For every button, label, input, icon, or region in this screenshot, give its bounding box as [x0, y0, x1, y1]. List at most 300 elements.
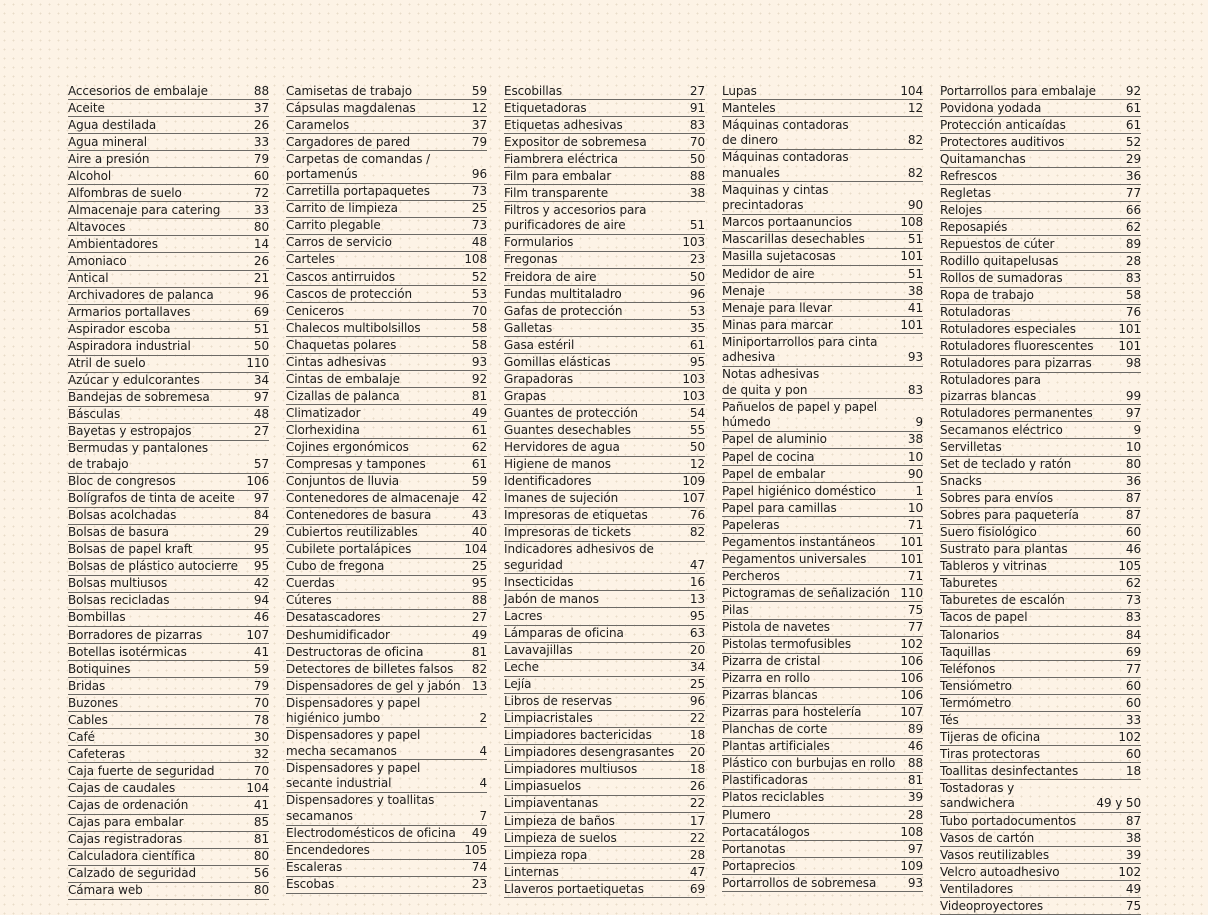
entry-name: Cintas adhesivas: [286, 354, 387, 369]
index-entry: [68, 322, 269, 339]
entry-page-number: 39: [1125, 847, 1141, 862]
entry-page-number: 79: [253, 678, 269, 693]
index-entry: [504, 286, 705, 303]
index-entry: [722, 317, 923, 334]
index-entry: [504, 864, 705, 881]
entry-name: Papel de embalar: [722, 466, 826, 481]
index-entry: [68, 746, 269, 763]
index-entry: [68, 373, 269, 390]
entry-page-number: 76: [1125, 305, 1141, 320]
entry-name: Menaje para llevar: [722, 300, 832, 315]
index-entry: [504, 813, 705, 830]
entry-name: Imanes de sujeción: [504, 491, 619, 506]
entry-name: Dispensadores y toallitas secamanos: [286, 793, 435, 824]
entry-name: Limpiacristales: [504, 711, 593, 726]
index-entry: [286, 134, 487, 151]
entry-page-number: 75: [1125, 898, 1141, 913]
entry-name: Agua mineral: [68, 134, 148, 149]
entry-name: Cintas de embalaje: [286, 371, 400, 386]
entry-name: Compresas y tampones: [286, 457, 426, 472]
entry-page-number: 10: [907, 500, 923, 515]
entry-name: Bermudas y pantalones de trabajo: [68, 441, 209, 472]
entry-name: Bombillas: [68, 610, 126, 625]
entry-page-number: 81: [471, 644, 487, 659]
entry-page-number: 10: [1125, 439, 1141, 454]
entry-name: Limpieza ropa: [504, 847, 588, 862]
entry-name: Rollos de sumadoras: [940, 271, 1063, 286]
entry-page-number: 88: [253, 83, 269, 98]
index-entry: [286, 860, 487, 877]
entry-name: Camisetas de trabajo: [286, 83, 412, 98]
index-entry: [504, 491, 705, 508]
index-entry: [940, 559, 1141, 576]
index-entry: [940, 151, 1141, 168]
index-entry: [68, 678, 269, 695]
entry-page-number: 108: [900, 824, 923, 839]
entry-page-number: 84: [1125, 627, 1141, 642]
entry-page-number: 110: [900, 585, 923, 600]
entry-page-number: 22: [689, 830, 705, 845]
entry-page-number: 70: [253, 763, 269, 778]
entry-page-number: 103: [682, 371, 705, 386]
entry-page-number: 53: [471, 286, 487, 301]
entry-page-number: 25: [471, 201, 487, 216]
entry-page-number: 13: [471, 678, 487, 693]
entry-name: Portaprecios: [722, 858, 796, 873]
entry-name: Calzado de seguridad: [68, 866, 197, 881]
entry-page-number: 40: [471, 525, 487, 540]
entry-name: Deshumidificador: [286, 627, 390, 642]
index-entry: [940, 610, 1141, 627]
entry-name: Vasos de cartón: [940, 830, 1035, 845]
entry-name: Freidora de aire: [504, 269, 597, 284]
entry-page-number: 9: [915, 415, 923, 430]
entry-page-number: 48: [253, 407, 269, 422]
entry-name: Botellas isotérmicas: [68, 644, 187, 659]
entry-name: Protección anticaídas: [940, 117, 1066, 132]
entry-name: Armarios portallaves: [68, 305, 191, 320]
index-column: [722, 83, 940, 915]
entry-page-number: 25: [689, 677, 705, 692]
index-entry: [940, 695, 1141, 712]
entry-name: Termómetro: [940, 695, 1012, 710]
entry-page-number: 97: [253, 390, 269, 405]
index-entry: [286, 83, 487, 100]
index-entry: [286, 422, 487, 439]
entry-name: Ambientadores: [68, 236, 158, 251]
index-entry: [504, 303, 705, 320]
entry-name: Escobillas: [504, 83, 562, 98]
index-entry: [504, 474, 705, 491]
entry-page-number: 80: [253, 849, 269, 864]
index-entry: [504, 542, 705, 575]
entry-page-number: 33: [1125, 712, 1141, 727]
index-entry: [68, 83, 269, 100]
entry-name: Cubo de fregona: [286, 559, 385, 574]
index-entry: [68, 185, 269, 202]
index-entry: [68, 815, 269, 832]
entry-page-number: 70: [253, 695, 269, 710]
entry-page-number: 62: [1125, 576, 1141, 591]
entry-page-number: 101: [900, 534, 923, 549]
entry-page-number: 70: [689, 134, 705, 149]
entry-name: Papeleras: [722, 517, 780, 532]
entry-page-number: 50: [689, 439, 705, 454]
index-entry: [286, 439, 487, 456]
index-entry: [68, 356, 269, 373]
entry-name: Limpiaventanas: [504, 796, 598, 811]
entry-name: Hervidores de agua: [504, 439, 620, 454]
entry-name: Carros de servicio: [286, 235, 392, 250]
entry-name: Limpieza de suelos: [504, 830, 617, 845]
entry-page-number: 33: [253, 134, 269, 149]
index-entry: [722, 585, 923, 602]
entry-page-number: 25: [471, 559, 487, 574]
entry-name: Gomillas elásticas: [504, 354, 611, 369]
index-entry: [68, 390, 269, 407]
entry-name: Dispensadores y papel higiénico jumbo: [286, 695, 421, 726]
entry-page-number: 82: [689, 525, 705, 540]
index-entry: [286, 661, 487, 678]
index-entry: [68, 117, 269, 134]
entry-name: Azúcar y edulcorantes: [68, 373, 200, 388]
entry-name: Llaveros portaetiquetas: [504, 881, 644, 896]
entry-page-number: 32: [253, 746, 269, 761]
entry-page-number: 88: [907, 756, 923, 771]
index-entry: [722, 722, 923, 739]
index-entry: [68, 151, 269, 168]
entry-page-number: 38: [689, 185, 705, 200]
entry-name: Contenedores de almacenaje: [286, 491, 460, 506]
entry-name: Climatizador: [286, 405, 361, 420]
index-entry: [286, 559, 487, 576]
index-entry: [940, 253, 1141, 270]
entry-page-number: 61: [689, 337, 705, 352]
entry-page-number: 92: [1125, 83, 1141, 98]
index-entry: [722, 534, 923, 551]
entry-name: Papel de aluminio: [722, 432, 827, 447]
entry-name: Pilas: [722, 602, 749, 617]
entry-name: Medidor de aire: [722, 266, 815, 281]
entry-name: Atril de suelo: [68, 356, 146, 371]
index-entry: [940, 780, 1141, 813]
entry-page-number: 93: [907, 875, 923, 890]
entry-name: Quitamanchas: [940, 151, 1026, 166]
entry-name: Rodillo quitapelusas: [940, 253, 1059, 268]
entry-page-number: 97: [253, 491, 269, 506]
entry-name: Set de teclado y ratón: [940, 457, 1072, 472]
entry-name: Mascarillas desechables: [722, 232, 865, 247]
index-entry: [286, 728, 487, 761]
index-entry: [722, 300, 923, 317]
entry-page-number: 52: [1125, 134, 1141, 149]
index-entry: [286, 117, 487, 134]
entry-name: Bolsas multiusos: [68, 576, 168, 591]
index-entry: [940, 100, 1141, 117]
index-entry: [504, 388, 705, 405]
entry-page-number: 91: [689, 100, 705, 115]
entry-name: Bolsas de basura: [68, 525, 169, 540]
index-entry: [504, 608, 705, 625]
index-entry: [68, 559, 269, 576]
entry-name: Gasa estéril: [504, 337, 575, 352]
entry-name: Lámparas de oficina: [504, 626, 624, 640]
entry-page-number: 107: [900, 705, 923, 720]
entry-page-number: 43: [471, 508, 487, 523]
index-entry: [504, 728, 705, 745]
entry-page-number: 61: [471, 457, 487, 472]
index-entry: [940, 356, 1141, 373]
entry-name: Tijeras de oficina: [940, 729, 1041, 744]
entry-name: Cajas de caudales: [68, 780, 176, 795]
index-entry: [286, 320, 487, 337]
entry-page-number: 21: [253, 271, 269, 286]
entry-page-number: 56: [253, 866, 269, 881]
entry-page-number: 41: [253, 644, 269, 659]
index-entry: [722, 824, 923, 841]
entry-name: Indicadores adhesivos de seguridad: [504, 542, 654, 572]
index-entry: [722, 399, 923, 432]
entry-name: Bolsas de plástico autocierre: [68, 559, 238, 574]
entry-name: Cubilete portalápices: [286, 542, 412, 557]
entry-page-number: 103: [682, 235, 705, 250]
entry-page-number: 60: [1125, 525, 1141, 540]
entry-name: Plumero: [722, 807, 771, 822]
entry-page-number: 22: [689, 711, 705, 726]
entry-page-number: 69: [1125, 644, 1141, 659]
entry-page-number: 93: [471, 354, 487, 369]
entry-name: Etiquetas adhesivas: [504, 117, 623, 132]
entry-page-number: 102: [900, 637, 923, 652]
index-column: [504, 83, 722, 915]
index-entry: [940, 508, 1141, 525]
entry-page-number: 77: [1125, 661, 1141, 676]
entry-page-number: 46: [907, 739, 923, 754]
index-entry: [286, 760, 487, 793]
index-entry: [940, 271, 1141, 288]
index-entry: [940, 422, 1141, 439]
entry-page-number: 99: [1125, 388, 1141, 403]
index-entry: [940, 457, 1141, 474]
index-entry: [286, 269, 487, 286]
entry-name: Ropa de trabajo: [940, 288, 1034, 303]
index-entry: [722, 100, 923, 117]
index-entry: [940, 712, 1141, 729]
entry-name: Film transparente: [504, 185, 609, 200]
entry-page-number: 27: [689, 83, 705, 98]
index-entry: [722, 637, 923, 654]
index-entry: [286, 218, 487, 235]
entry-name: Limpiadores desengrasantes: [504, 745, 675, 760]
index-entry: [940, 439, 1141, 456]
entry-page-number: 50: [253, 339, 269, 354]
index-entry: [68, 644, 269, 661]
entry-name: Fregonas: [504, 252, 558, 267]
index-entry: [940, 729, 1141, 746]
entry-name: Jabón de manos: [504, 591, 599, 606]
entry-page-number: 60: [1125, 695, 1141, 710]
index-entry: [68, 508, 269, 525]
entry-name: Secamanos eléctrico: [940, 422, 1063, 437]
entry-page-number: 79: [253, 151, 269, 166]
entry-name: Plástico con burbujas en rollo: [722, 756, 896, 771]
index-entry: [504, 337, 705, 354]
entry-page-number: 38: [907, 432, 923, 447]
entry-page-number: 95: [471, 576, 487, 591]
entry-name: Repuestos de cúter: [940, 236, 1055, 251]
entry-name: Rotuladores fluorescentes: [940, 339, 1094, 354]
index-entry: [68, 610, 269, 627]
entry-page-number: 79: [471, 134, 487, 149]
entry-page-number: 35: [689, 320, 705, 335]
entry-page-number: 101: [900, 317, 923, 332]
entry-name: Povidona yodada: [940, 100, 1042, 115]
entry-page-number: 10: [907, 449, 923, 464]
entry-name: Encendedores: [286, 843, 370, 858]
entry-name: Platos reciclables: [722, 790, 825, 805]
entry-page-number: 73: [1125, 593, 1141, 608]
entry-page-number: 34: [253, 373, 269, 388]
entry-name: Plastificadoras: [722, 773, 808, 788]
entry-page-number: 73: [471, 218, 487, 233]
entry-name: Identificadores: [504, 474, 592, 489]
entry-name: Bolsas acolchadas: [68, 508, 177, 523]
index-entry: [940, 627, 1141, 644]
entry-name: Formularios: [504, 235, 574, 250]
index-entry: [722, 756, 923, 773]
entry-page-number: 81: [253, 832, 269, 847]
entry-page-number: 1: [915, 483, 923, 498]
index-entry: [722, 858, 923, 875]
index-entry: [286, 525, 487, 542]
index-entry: [286, 826, 487, 843]
index-entry: [940, 576, 1141, 593]
index-entry: [68, 627, 269, 644]
index-entry: [504, 117, 705, 134]
entry-name: Antical: [68, 271, 109, 286]
entry-page-number: 53: [689, 303, 705, 318]
index-entry: [68, 729, 269, 746]
entry-page-number: 74: [471, 860, 487, 875]
entry-page-number: 108: [464, 252, 487, 267]
entry-page-number: 95: [253, 559, 269, 574]
entry-name: Tableros y vitrinas: [940, 559, 1047, 574]
entry-name: Chaquetas polares: [286, 337, 397, 352]
index-column: [68, 83, 286, 915]
entry-name: Sustrato para plantas: [940, 542, 1068, 557]
entry-name: Aceite: [68, 100, 105, 115]
entry-name: Pizarras para hostelería: [722, 705, 862, 720]
entry-page-number: 83: [907, 382, 923, 397]
entry-page-number: 62: [1125, 219, 1141, 234]
entry-name: Carteles: [286, 252, 335, 267]
index-entry: [504, 711, 705, 728]
entry-name: Guantes desechables: [504, 422, 631, 437]
index-entry: [504, 235, 705, 252]
entry-name: Rotuladores para pizarras: [940, 356, 1092, 371]
entry-page-number: 42: [471, 491, 487, 506]
entry-page-number: 94: [253, 593, 269, 608]
index-entry: [286, 695, 487, 728]
entry-page-number: 54: [689, 405, 705, 420]
entry-name: Relojes: [940, 202, 983, 217]
entry-page-number: 97: [907, 841, 923, 856]
index-entry: [286, 474, 487, 491]
entry-name: Cajas de ordenación: [68, 797, 189, 812]
entry-page-number: 89: [1125, 236, 1141, 251]
index-entry: [286, 843, 487, 860]
entry-name: Destructoras de oficina: [286, 644, 424, 659]
entry-page-number: 106: [900, 688, 923, 703]
entry-page-number: 36: [1125, 168, 1141, 183]
entry-page-number: 18: [689, 728, 705, 743]
entry-page-number: 48: [471, 235, 487, 250]
entry-name: Vasos reutilizables: [940, 847, 1049, 862]
entry-page-number: 26: [689, 779, 705, 794]
index-entry: [286, 151, 487, 184]
entry-name: Portarrollos para embalaje: [940, 83, 1096, 98]
index-entry: [286, 877, 487, 894]
index-entry: [68, 593, 269, 610]
entry-page-number: 87: [1125, 491, 1141, 506]
entry-name: Lavavajillas: [504, 643, 573, 658]
entry-name: Film para embalar: [504, 168, 612, 183]
entry-name: Cubiertos reutilizables: [286, 525, 418, 540]
index-entry: [504, 745, 705, 762]
index-entry: [68, 253, 269, 270]
index-entry: [286, 286, 487, 303]
index-entry: [504, 677, 705, 694]
entry-page-number: 9: [1133, 422, 1141, 437]
index-entry: [68, 797, 269, 814]
index-entry: [286, 593, 487, 610]
index-entry: [504, 354, 705, 371]
entry-name: Accesorios de embalaje: [68, 83, 208, 98]
index-entry: [68, 441, 269, 474]
entry-name: Carrito plegable: [286, 218, 381, 233]
entry-page-number: 41: [253, 797, 269, 812]
entry-name: Gafas de protección: [504, 303, 623, 318]
index-entry: [722, 517, 923, 534]
entry-page-number: 109: [900, 858, 923, 873]
entry-page-number: 71: [907, 517, 923, 532]
entry-name: Pictogramas de señalización: [722, 585, 890, 600]
entry-page-number: 59: [253, 661, 269, 676]
index-entry: [722, 773, 923, 790]
entry-name: Menaje: [722, 283, 765, 298]
index-entry: [68, 288, 269, 305]
entry-page-number: 102: [1118, 729, 1141, 744]
entry-page-number: 41: [907, 300, 923, 315]
entry-page-number: 90: [907, 466, 923, 481]
entry-page-number: 33: [253, 202, 269, 217]
entry-page-number: 28: [689, 847, 705, 862]
entry-page-number: 47: [689, 864, 705, 879]
index-entry: [68, 576, 269, 593]
index-entry: [940, 746, 1141, 763]
index-entry: [504, 100, 705, 117]
index-entry: [722, 432, 923, 449]
entry-name: Alcohol: [68, 168, 112, 183]
index-entry: [940, 525, 1141, 542]
entry-name: Pistolas termofusibles: [722, 637, 852, 652]
entry-page-number: 29: [253, 525, 269, 540]
index-entry: [68, 832, 269, 849]
entry-name: Papel higiénico doméstico: [722, 483, 876, 498]
entry-page-number: 27: [253, 424, 269, 439]
index-entry: [940, 661, 1141, 678]
entry-page-number: 88: [471, 593, 487, 608]
